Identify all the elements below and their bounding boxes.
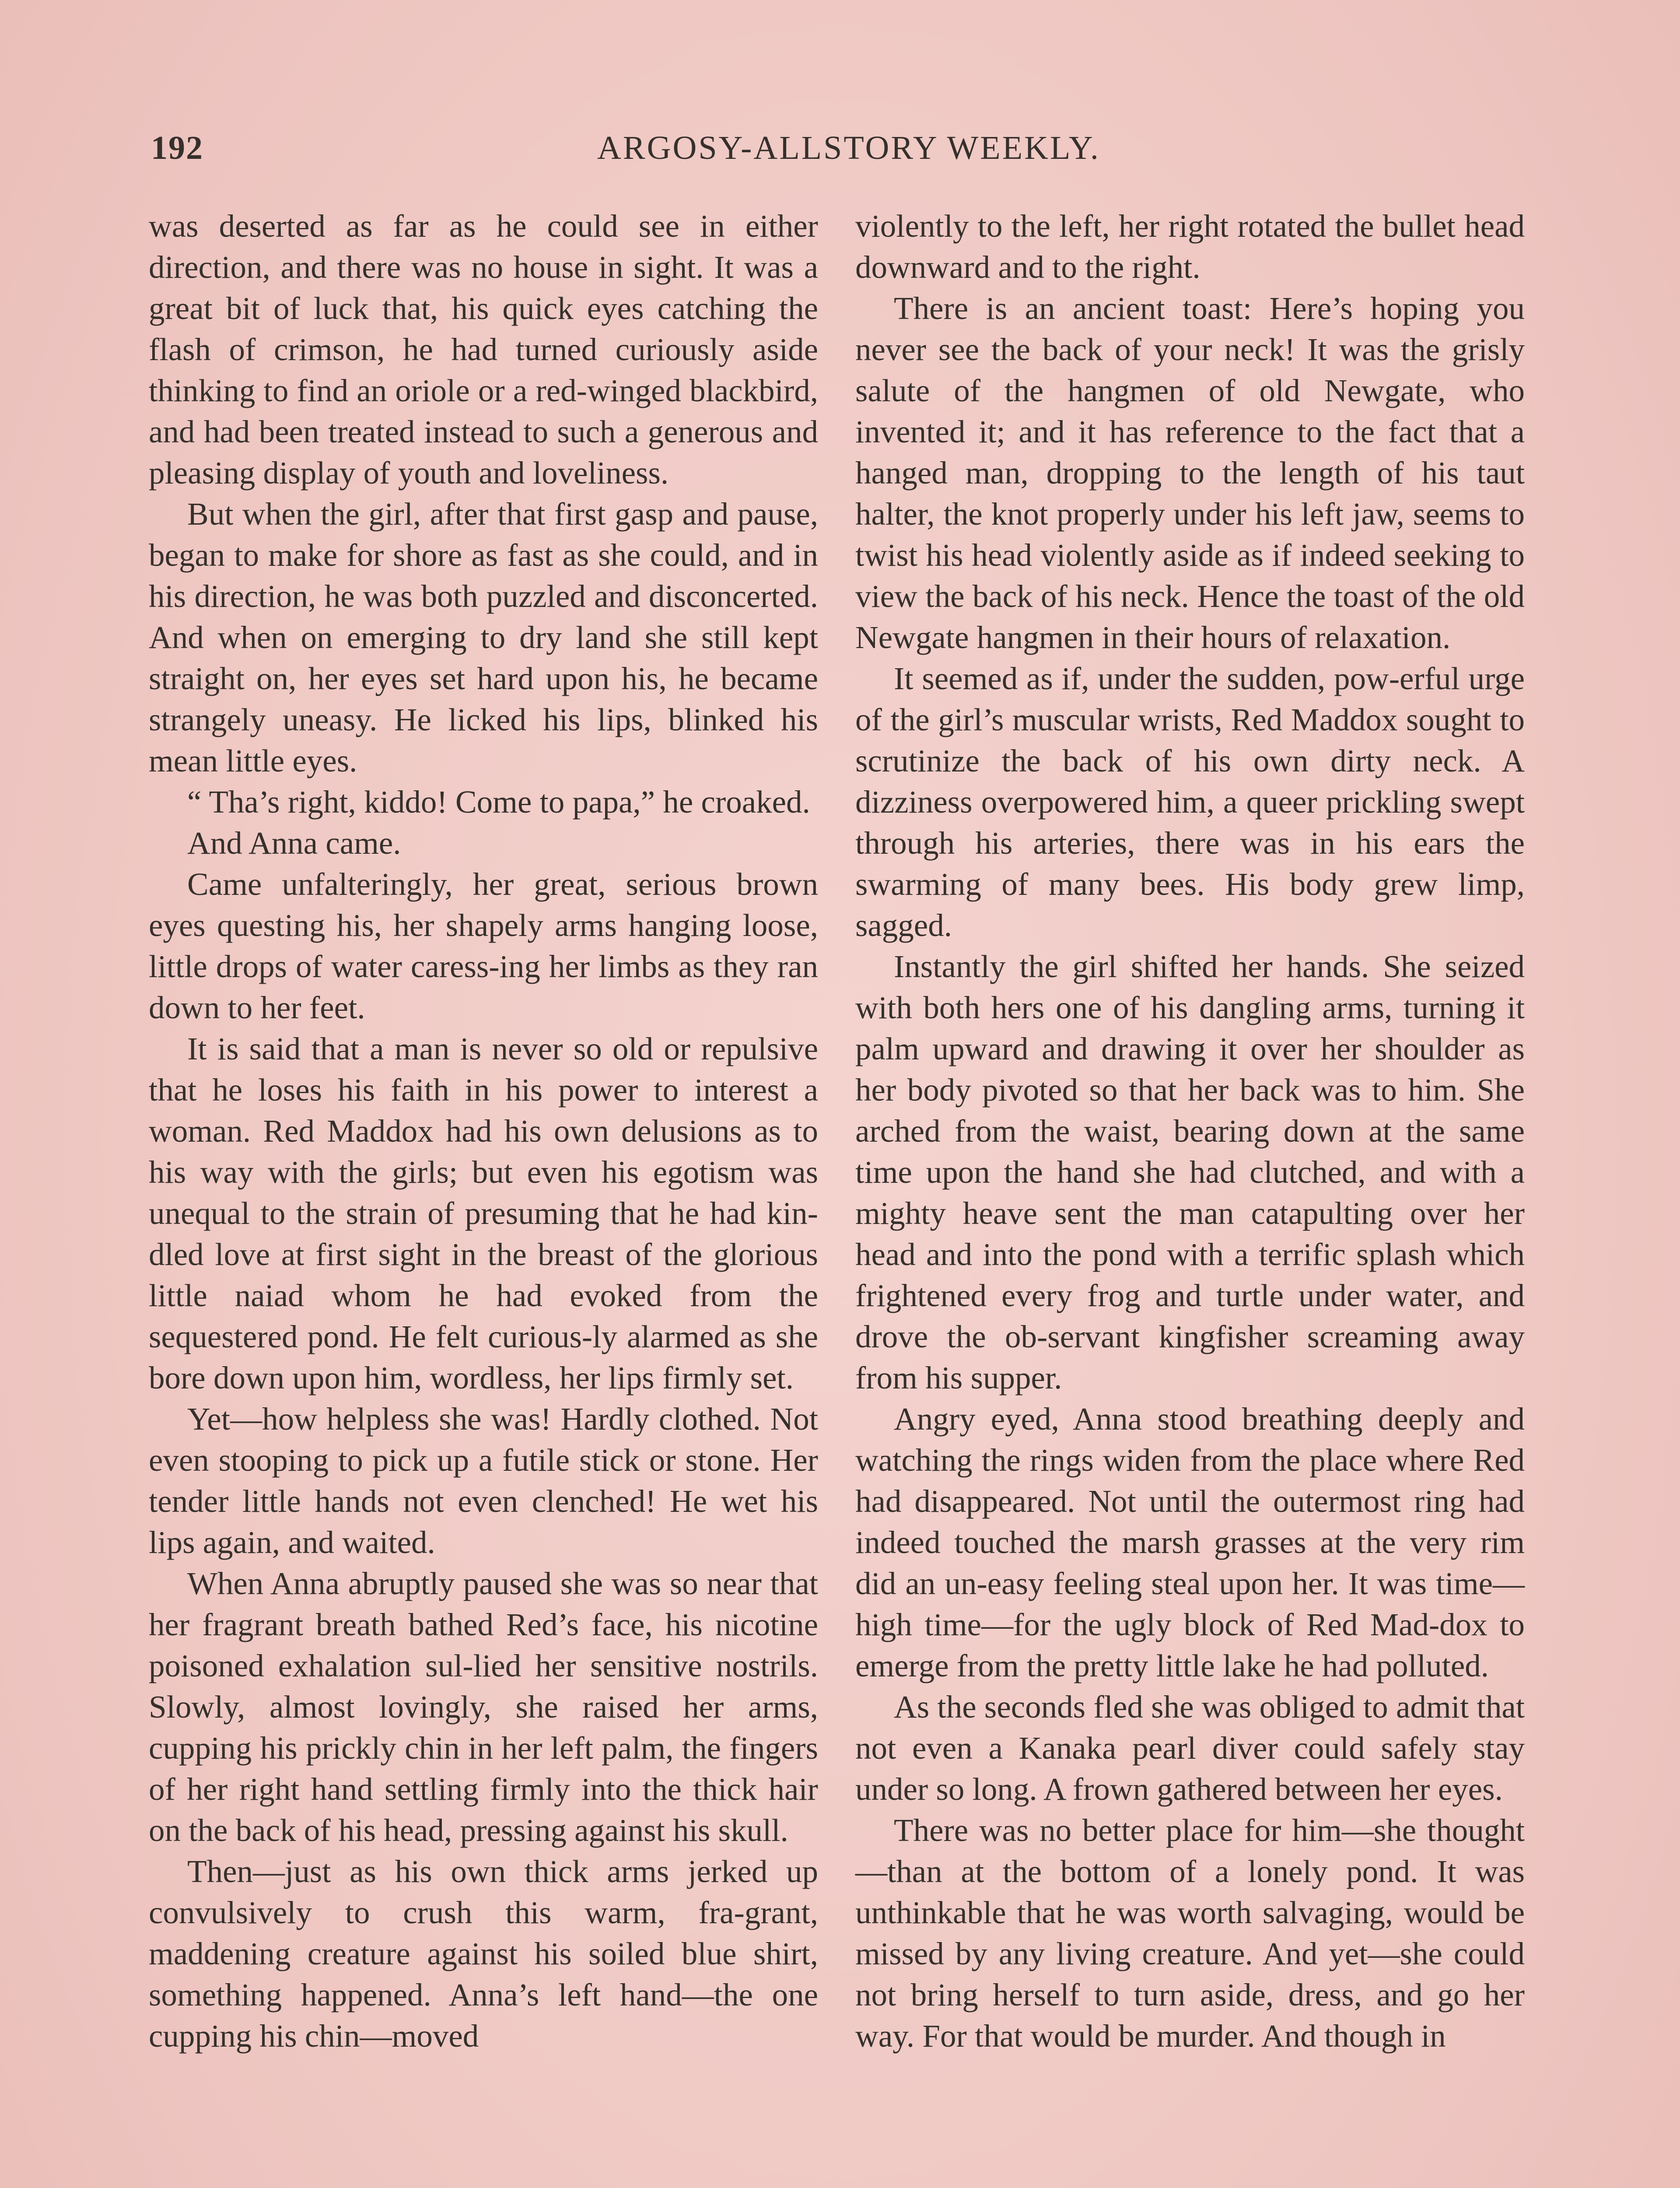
paragraph: As the seconds fled she was obliged to admit that not even a Kanaka pearl diver could safely stay under so long. A frown gathered between her eyes. [855,1689,1525,1807]
paragraph: Came unfalteringly, her great, serious brown eyes questing his, her shapely arms hanging loose, little drops of water caress-ing her limbs as they ran down to her feet. [149,866,818,1025]
paragraph: violently to the left, her right rotated the bullet head downward and to the right. [855,208,1525,285]
page-number: 192 [151,130,203,166]
paragraph: Angry eyed, Anna stood breathing deeply and watching the rings widen from the place where Red had disappeared. Not until the outermost ring had indeed touched the marsh grasses at the very rim did an un-easy feeling steal upon her. It was time—high time—for the ugly block of Red Mad-dox to emerge from the pretty little lake he had polluted. [855,1401,1525,1683]
paragraph: was deserted as far as he could see in either direction, and there was no house in sight. It was a great bit of luck that, his quick eyes catching the flash of crimson, he had turned curiously aside thinking to find an oriole or a red-winged blackbird, and had been treated instead to such a generous and pleasing display of youth and loveliness. [149,208,818,491]
paragraph: Then—just as his own thick arms jerked up convulsively to crush this warm, fra-grant, maddening creature against his soiled blue shirt, something happened. Anna’s left hand—the one cupping his chin—moved [149,1854,818,2054]
paragraph: “ Tha’s right, kiddo! Come to papa,” he croaked. [187,784,810,820]
paragraph: There is an ancient toast: Here’s hoping you never see the back of your neck! It was the grisly salute of the hangmen of old Newgate, who invented it; and it has reference to the fact that a hanged man, dropping to the length of his taut halter, the knot properly under his left jaw, seems to twist his head violently aside as if indeed seeking to view the back of his neck. Hence the toast of the old Newgate hangmen in their hours of relaxation. [855,291,1525,655]
paragraph: There was no better place for him—she thought—than at the bottom of a lonely pond. It was unthinkable that he was worth salvaging, would be missed by any living creature. And yet—she could not bring herself to turn aside, dress, and go her way. For that would be murder. And though in [855,1813,1525,2054]
running-title: ARGOSY-ALLSTORY WEEKLY. [597,130,1100,166]
paragraph: When Anna abruptly paused she was so near that her fragrant breath bathed Red’s face, his nicotine poisoned exhalation sul-lied her sensitive nostrils. Slowly, almost lovingly, she raised her arms, cupping his prickly chin in her left palm, the fingers of her right hand settling firmly into the thick hair on the back of his head, pressing against his skull. [149,1566,818,1848]
paragraph: It is said that a man is never so old or repulsive that he loses his faith in his power to interest a woman. Red Maddox had his own delusions as to his way with the girls; but even his egotism was unequal to the strain of presuming that he had kin-dled love at first sight in the breast of the glorious little naiad whom he had evoked from the sequestered pond. He felt curious-ly alarmed as she bore down upon him, wordless, her lips firmly set. [149,1031,818,1396]
left-column [149,206,818,2057]
page-header [151,129,1547,182]
paragraph: Yet—how helpless she was! Hardly clothed. Not even stooping to pick up a futile stick or stone. Her tender little hands not even clenched! He wet his lips again, and waited. [149,1401,818,1560]
right-column [855,206,1525,2057]
paragraph: It seemed as if, under the sudden, pow-erful urge of the girl’s muscular wrists, Red Maddox sought to scrutinize the back of his own dirty neck. A dizziness overpowered him, a queer prickling swept through his arteries, there was in his ears the swarming of many bees. His body grew limp, sagged. [855,661,1525,943]
paragraph: But when the girl, after that first gasp and pause, began to make for shore as fast as she could, and in his direction, he was both puzzled and disconcerted. And when on emerging to dry land she still kept straight on, her eyes set hard upon his, he became strangely uneasy. He licked his lips, blinked his mean little eyes. [149,496,818,778]
paragraph: Instantly the girl shifted her hands. She seized with both hers one of his dangling arms, turning it palm upward and drawing it over her shoulder as her body pivoted so that her back was to him. She arched from the waist, bearing down at the same time upon the hand she had clutched, and with a mighty heave sent the man catapulting over her head and into the pond with a terrific splash which frightened every frog and turtle under water, and drove the ob-servant kingfisher screaming away from his supper. [855,949,1525,1396]
paragraph: And Anna came. [187,825,401,861]
